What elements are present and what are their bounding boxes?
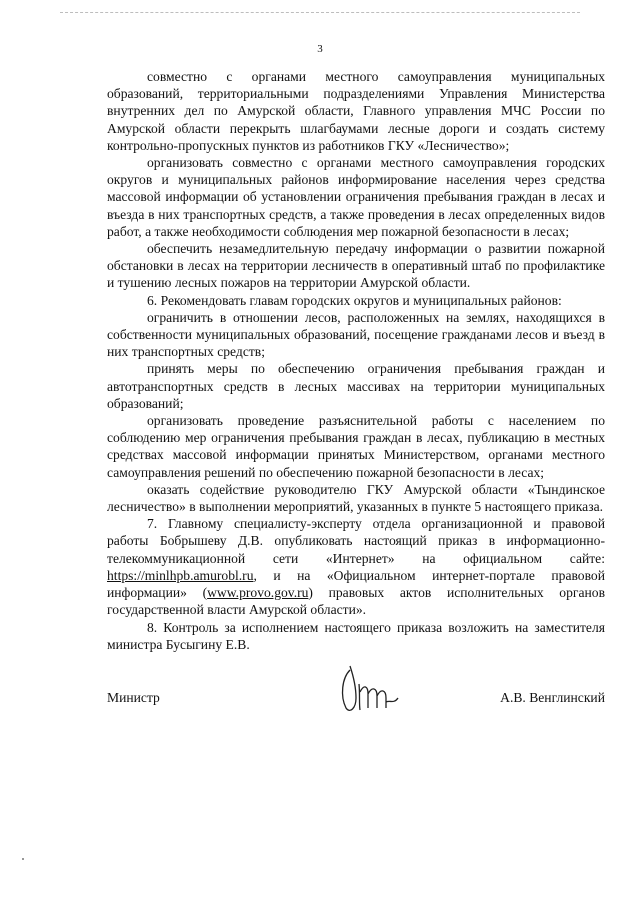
page-number: 3 [317, 43, 323, 55]
paragraph-checkpoints: совместно с органами местного самоуправления муниципальных образований, территориальными подразделениями Управления Министерства внутренних дел по Амурской области, Главного управления МЧС России по Амурской области перекрыть шлагбаумами лесные дороги и создать систему контрольно-пропускных пунктов из работников ГКУ «Лесничество»; [107, 69, 605, 153]
paragraph-take-measures: принять меры по обеспечению ограничения пребывания граждан и автотранспортных средств в лесных массивах на территории муниципальных образований; [107, 361, 605, 411]
handwritten-signature [332, 658, 412, 718]
item-7-text-middle: , и на «Официальном интернет-портале правовой информации» ( [107, 567, 605, 601]
paragraph-restrict-access: ограничить в отношении лесов, расположенных на землях, находящихся в собственности муниципальных образований, посещение гражданами лесов и въезд в них транспортных средств; [107, 309, 605, 360]
item-7-text-start: 7. Главному специалисту-эксперту отдела организационной и правовой работы Бобрышеву Д.В. опубликовать настоящий приказ в информационно-телекоммуникационной сети «Интернет» на официальном сайте: [107, 516, 605, 566]
signatory-title: Министр [107, 690, 160, 705]
paragraph-fire-info-transfer: обеспечить незамедлительную передачу информации о развитии пожарной обстановки в лесах на территории лесничеств в оперативный штаб по профилактике и тушению лесных пожаров на территории Амурской области. [107, 241, 605, 291]
signature-block [107, 680, 605, 720]
paragraph-item-6: 6. Рекомендовать главам городских округов и муниципальных районов: [147, 292, 562, 308]
pravo-portal-link[interactable]: www.provo.gov.ru [207, 585, 309, 601]
paragraph-explanatory-work: организовать проведение разъяснительной работы с населением по соблюдению мер ограничения пребывания граждан в лесах, публикацию в местных средствах массовой информации принятых Министерством, органами местного самоуправления решений по обеспечению пожарной безопасности в лесах; [107, 413, 605, 480]
scan-edge-line [60, 12, 580, 13]
document-body [107, 68, 605, 653]
item-7-text-end: ) правовых актов исполнительных органов государственной власти Амурской области». [107, 585, 605, 618]
paragraph-inform-population: организовать совместно с органами местного самоуправления городских округов и муниципальных районов информирование населения через средства массовой информации об установлении ограничения пребывания граждан в лесах и въезда в них транспортных средств, а также проведения в лесах определенных видов работ, а также необходимости соблюдения мер пожарной безопасности в лесах; [107, 155, 605, 239]
paragraph-item-8: 8. Контроль за исполнением настоящего приказа возложить на заместителя министра Бусыгину Е.В. [107, 619, 605, 652]
ministry-site-link[interactable]: https://minlhpb.amurobl.ru [107, 567, 254, 583]
paragraph-item-7 [107, 515, 605, 618]
paragraph-assist-forestry: оказать содействие руководителю ГКУ Амурской области «Тындинское лесничество» в выполнении мероприятий, указанных в пункте 5 настоящего приказа. [107, 481, 605, 515]
signatory-name: А.В. Венглинский [500, 690, 605, 705]
scan-speck [22, 858, 24, 860]
